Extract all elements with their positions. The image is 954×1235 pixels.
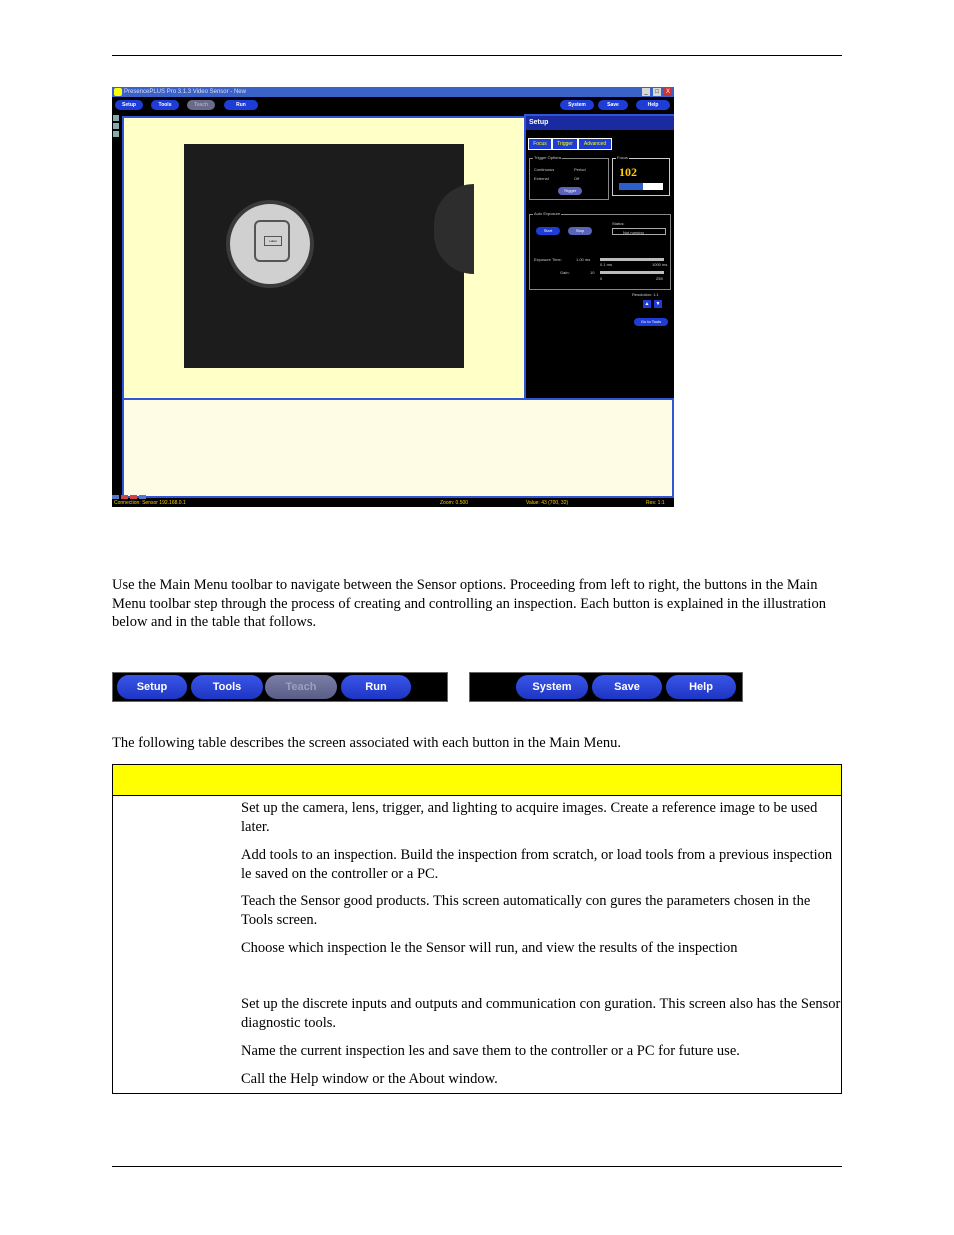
select-icon[interactable] (113, 131, 119, 137)
row-system-description: Set up the discrete inputs and outputs and communication con guration. This screen also has the Sensor diagnostic tools. (241, 996, 841, 1031)
exposure-label: Exposure Time: (534, 257, 562, 262)
table-header (113, 765, 841, 796)
focus-bar (619, 183, 663, 190)
gain-label: Gain: (560, 270, 570, 275)
res-status: Res: 1:1 (646, 500, 665, 506)
toolbar-left (112, 672, 448, 702)
start-button[interactable]: Start (536, 227, 560, 235)
row-run-description: Choose which inspection le the Sensor will run, and view the results of the inspection (241, 940, 738, 956)
gain-min: 0 (600, 276, 603, 281)
auto-exposure-box (529, 211, 671, 290)
exposure-max: 1000 ms (652, 262, 668, 267)
app-screenshot (112, 87, 674, 507)
menu-save-button[interactable]: Save (598, 100, 628, 110)
toolbar-right (469, 672, 743, 702)
image-panel (122, 116, 526, 400)
trigger-options-box (529, 155, 609, 200)
status-icons (112, 489, 148, 497)
exposure-slider[interactable] (600, 258, 664, 261)
connection-status: Connection: Sensor 192.168.0.1 (114, 500, 186, 506)
run-button[interactable]: Run (341, 675, 411, 699)
row-setup-description: Set up the camera, lens, trigger, and lighting to acquire images. Create a reference image to be used later. (241, 800, 818, 835)
stop-button[interactable]: Stop (568, 227, 592, 235)
menu-tools-button[interactable]: Tools (151, 100, 179, 110)
setup-panel-title: Setup (526, 116, 674, 130)
tab-advanced[interactable]: Advanced (578, 138, 612, 150)
close-icon[interactable]: X (665, 89, 670, 95)
teach-button[interactable]: Teach (265, 675, 337, 699)
main-menu-table (112, 764, 842, 1094)
menu-system-button[interactable]: System (560, 100, 594, 110)
save-button[interactable]: Save (592, 675, 662, 699)
window-title: PresencePLUS Pro 3.1.3 Video Sensor - New (124, 89, 246, 95)
left-tool-icons (112, 113, 120, 143)
focus-caption: Focus (617, 155, 628, 160)
row-tools-description: Add tools to an inspection. Build the inspection from scratch, or load tools from a previous inspection le saved on the controller or a PC. (241, 847, 833, 882)
minimize-icon[interactable]: _ (642, 88, 650, 96)
pan-icon[interactable] (113, 123, 119, 129)
resolution-down-icon[interactable]: ▼ (655, 301, 661, 307)
tab-trigger[interactable]: Trigger (552, 138, 578, 150)
row-save-description: Name the current inspection les and save them to the controller or a PC for future use. (241, 1043, 740, 1059)
status-bar (112, 499, 674, 507)
zoom-icon[interactable] (113, 115, 119, 121)
menu-help-button[interactable]: Help (636, 100, 670, 110)
go-to-tools-button[interactable]: Go to Tools (634, 318, 668, 326)
app-logo-icon (114, 88, 122, 96)
resolution-label: Resolution: 1:1 (632, 292, 659, 297)
header-rule (112, 55, 842, 56)
intro-paragraph: Use the Main Menu toolbar to navigate between the Sensor options. Proceeding from left to right, the buttons in the Main Menu toolbar step through the process of creating and controlling an inspection. Each button is explained in the illustration below and in the table that follows. (112, 577, 826, 630)
status-value: Not running (612, 228, 666, 235)
maximize-icon[interactable]: □ (653, 88, 661, 96)
footer-rule (112, 1166, 842, 1167)
table-intro: The following table describes the screen associated with each button in the Main Menu. (112, 735, 621, 751)
focus-value: 102 (619, 165, 637, 179)
menu-teach-button[interactable]: Teach (187, 100, 215, 110)
menu-bar (112, 97, 674, 113)
gain-max: 255 (656, 276, 663, 281)
title-bar (112, 87, 674, 97)
results-panel (122, 398, 674, 498)
zoom-status: Zoom: 0.500 (440, 500, 469, 506)
camera-label-text: Label (264, 236, 282, 246)
setup-button[interactable]: Setup (117, 675, 187, 699)
resolution-up-icon[interactable]: ▲ (644, 301, 650, 307)
camera-image (184, 144, 464, 368)
help-button[interactable]: Help (666, 675, 736, 699)
image-object-edge (434, 184, 474, 274)
menu-setup-button[interactable]: Setup (115, 100, 143, 110)
exposure-value: 1.00 ms (576, 257, 591, 262)
menu-run-button[interactable]: Run (224, 100, 258, 110)
radio-external[interactable]: External (534, 176, 549, 181)
setup-panel (524, 114, 674, 400)
row-teach-description: Teach the Sensor good products. This screen automatically con gures the parameters chosen in the Tools screen. (241, 893, 811, 928)
system-button[interactable]: System (516, 675, 588, 699)
value-status: Value: 43 (700, 32) (526, 500, 569, 506)
exposure-min: 0.1 ms (600, 262, 613, 267)
radio-off[interactable]: Off (574, 176, 580, 181)
bottle-target-icon (226, 200, 314, 288)
focus-box (612, 155, 670, 196)
gain-value: 10 (590, 270, 595, 275)
radio-continuous[interactable]: Continuous (534, 167, 555, 172)
trigger-options-caption: Trigger Options (534, 155, 562, 160)
tab-focus[interactable]: Focus (528, 138, 552, 150)
auto-exposure-caption: Auto Exposure (534, 211, 561, 216)
focus-bar-fill (619, 183, 643, 190)
radio-period[interactable]: Period (574, 167, 586, 172)
status-label: Status: (612, 221, 625, 226)
tools-button[interactable]: Tools (191, 675, 263, 699)
gain-slider[interactable] (600, 271, 664, 274)
trigger-button[interactable]: Trigger (558, 187, 582, 195)
row-help-description: Call the Help window or the About window. (241, 1071, 498, 1087)
